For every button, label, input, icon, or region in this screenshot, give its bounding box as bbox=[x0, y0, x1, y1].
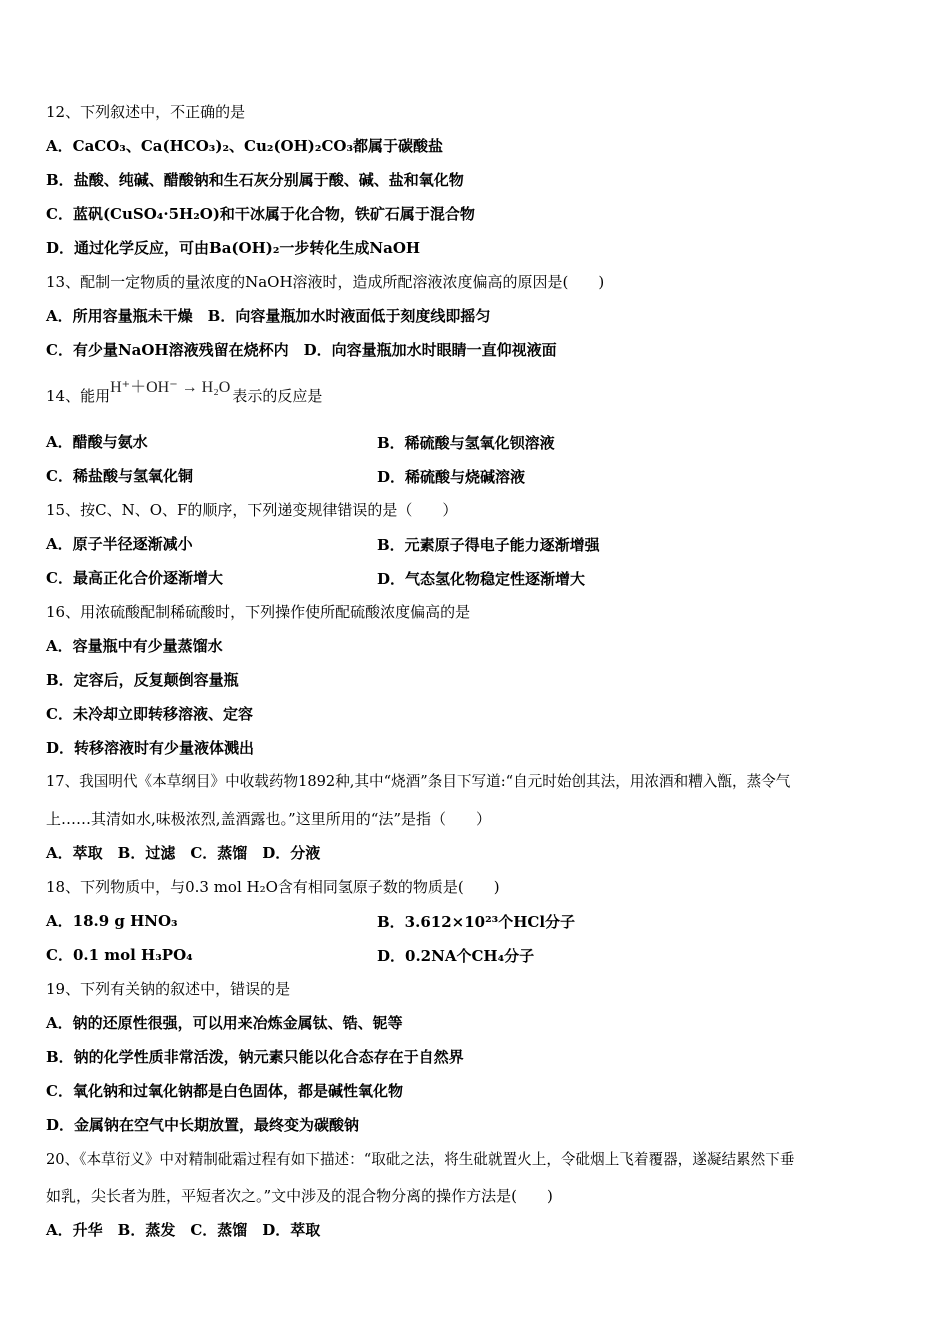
q14-formula: H⁺＋OH⁻ → H₂O bbox=[110, 379, 231, 396]
q15-option-b: B．元素原子得电子能力逐渐增强 bbox=[377, 536, 600, 554]
q14-option-c: C．稀盐酸与氢氧化铜 bbox=[46, 467, 193, 485]
q15-option-d: D．气态氢化物稳定性逐渐增大 bbox=[377, 570, 586, 588]
q18-option-d: D．0.2NA个CH₄分子 bbox=[377, 947, 535, 965]
q12-option-a-text: CaCO₃、Ca(HCO₃)₂、Cu₂(OH)₂CO₃都属于碳酸盐 bbox=[72, 137, 444, 155]
q15-option-a: A．原子半径逐渐减小 bbox=[46, 535, 193, 553]
q14-option-a: A．醋酸与氨水 bbox=[46, 433, 148, 451]
q12-stem: 12、下列叙述中，不正确的是 bbox=[46, 103, 246, 121]
q13-options-line2: C．有少量NaOH溶液残留在烧杯内 D．向容量瓶加水时眼睛一直仰视液面 bbox=[46, 341, 557, 359]
q13-stem: 13、配制一定物质的量浓度的NaOH溶液时，造成所配溶液浓度偏高的原因是( ) bbox=[46, 273, 605, 291]
q18-option-b: B．3.612×10²³个HCl分子 bbox=[377, 913, 576, 931]
q20-stem-line1: 20、《本草衍义》中对精制砒霜过程有如下描述：“取砒之法，将生砒就置火上，令砒烟上飞着覆器，遂凝结累然下垂 bbox=[46, 1151, 795, 1168]
q14-stem-prefix: 14、能用 bbox=[46, 387, 111, 405]
q14-stem bbox=[46, 379, 323, 407]
q16-option-b: B．定容后，反复颠倒容量瓶 bbox=[46, 671, 239, 689]
q20-stem-line2: 如乳，尖长者为胜，平短者次之。”文中涉及的混合物分离的操作方法是( ) bbox=[46, 1187, 553, 1205]
q12-option-a: A．CaCO₃、Ca(HCO₃)₂、Cu₂(OH)₂CO₃都属于碳酸盐 bbox=[46, 137, 444, 155]
q16-stem: 16、用浓硫酸配制稀硫酸时，下列操作使所配硫酸浓度偏高的是 bbox=[46, 603, 471, 621]
q14-stem-suffix: 表示的反应是 bbox=[232, 387, 323, 405]
q14-option-b: B．稀硫酸与氢氧化钡溶液 bbox=[377, 434, 555, 452]
q17-options: A．萃取 B．过滤 C．蒸馏 D．分液 bbox=[46, 844, 321, 862]
q16-option-c: C．未冷却立即转移溶液、定容 bbox=[46, 705, 253, 723]
q12-option-d-text: 通过化学反应，可由Ba(OH)₂一步转化生成NaOH bbox=[74, 239, 421, 257]
q17-stem-line1: 17、我国明代《本草纲目》中收载药物1892种,其中“烧酒”条目下写道:“自元时始创其法，用浓酒和糟入甑，蒸令气 bbox=[46, 773, 791, 790]
q19-option-a: A．钠的还原性很强，可以用来冶炼金属钛、锆、铌等 bbox=[46, 1014, 403, 1032]
q13-options-line1: A．所用容量瓶未干燥 B．向容量瓶加水时液面低于刻度线即摇匀 bbox=[46, 307, 491, 325]
q16-option-a: A．容量瓶中有少量蒸馏水 bbox=[46, 637, 223, 655]
q12-option-b: B．盐酸、纯碱、醋酸钠和生石灰分别属于酸、碱、盐和氧化物 bbox=[46, 171, 464, 189]
q17-stem-line2: 上……其清如水,味极浓烈,盖酒露也。”这里所用的“法”是指（ ） bbox=[46, 810, 492, 828]
q14-option-d: D．稀硫酸与烧碱溶液 bbox=[377, 468, 526, 486]
q16-option-d: D．转移溶液时有少量液体溅出 bbox=[46, 739, 255, 757]
q15-stem: 15、按C、N、O、F的顺序，下列递变规律错误的是（ ） bbox=[46, 501, 458, 519]
q18-stem: 18、下列物质中，与0.3 mol H₂O含有相同氢原子数的物质是( ) bbox=[46, 878, 500, 896]
q15-option-c: C．最高正化合价逐渐增大 bbox=[46, 569, 223, 587]
q18-option-a: A．18.9 g HNO₃ bbox=[46, 912, 178, 930]
q19-option-b: B．钠的化学性质非常活泼，钠元素只能以化合态存在于自然界 bbox=[46, 1048, 464, 1066]
q19-option-c: C．氧化钠和过氧化钠都是白色固体，都是碱性氧化物 bbox=[46, 1082, 403, 1100]
q18-option-c: C．0.1 mol H₃PO₄ bbox=[46, 946, 193, 964]
q12-option-c: C．蓝矾(CuSO₄·5H₂O)和干冰属于化合物，铁矿石属于混合物 bbox=[46, 205, 475, 223]
q12-option-c-text: 蓝矾(CuSO₄·5H₂O)和干冰属于化合物，铁矿石属于混合物 bbox=[72, 205, 475, 223]
q12-option-d: D．通过化学反应，可由Ba(OH)₂一步转化生成NaOH bbox=[46, 239, 421, 257]
q20-options: A．升华 B．蒸发 C．蒸馏 D．萃取 bbox=[46, 1221, 321, 1239]
q12-option-b-text: 盐酸、纯碱、醋酸钠和生石灰分别属于酸、碱、盐和氧化物 bbox=[73, 171, 464, 189]
q19-option-d: D．金属钠在空气中长期放置，最终变为碳酸钠 bbox=[46, 1116, 360, 1134]
q19-stem: 19、下列有关钠的叙述中，错误的是 bbox=[46, 980, 291, 998]
